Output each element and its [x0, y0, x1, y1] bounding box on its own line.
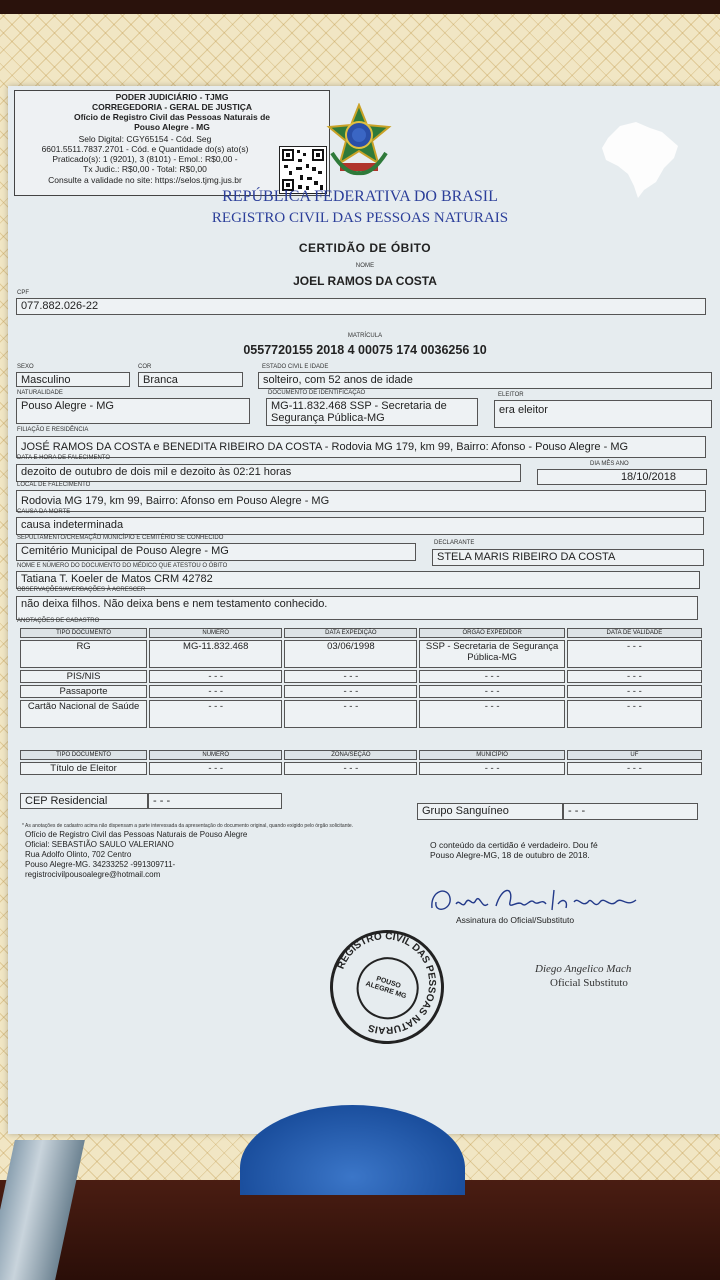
- cell: SSP - Secretaria de Segurança Pública-MG: [419, 640, 564, 668]
- filiacao-field: JOSÉ RAMOS DA COSTA e BENEDITA RIBEIRO DA COSTA - Rodovia MG 179, km 99, Bairro: Afonso - Pouso Alegre - MG: [16, 436, 706, 458]
- registry-title: REGISTRO CIVIL DAS PESSOAS NATURAIS: [211, 210, 509, 226]
- local-field: Rodovia MG 179, km 99, Bairro: Afonso em Pouso Alegre - MG: [16, 490, 706, 512]
- republic-title: REPÚBLICA FEDERATIVA DO BRASIL: [222, 188, 498, 205]
- office-line: Ofício de Registro Civil das Pessoas Naturais de Pouso Alegre: [25, 830, 248, 839]
- causa-label: CAUSA DA MORTE: [17, 509, 71, 515]
- printed-signer-name: Diego Angelico Mach: [535, 963, 632, 975]
- office-line: Pouso Alegre-MG. 34233252 -991309711-: [25, 860, 176, 869]
- table-row: [20, 685, 702, 698]
- sexo-field: Masculino: [16, 372, 130, 387]
- deceased-name: JOEL RAMOS DA COSTA: [293, 274, 437, 288]
- col-header: TIPO DOCUMENTO: [20, 628, 147, 638]
- observacoes-label: OBSERVAÇÕES/AVERBAÇÕES À ACRESCER: [17, 587, 146, 593]
- cell: - - -: [567, 670, 702, 683]
- stamp-inner-text: POUSO ALEGRE MG: [364, 975, 408, 1001]
- col-header: NÚMERO: [149, 628, 282, 638]
- notary-line: Praticado(s): 1 (9201), 3 (8101) - Emol.: R$0,00 -: [52, 154, 238, 164]
- office-line: Oficial: SEBASTIÃO SAULO VALERIANO: [25, 840, 174, 849]
- cell: - - -: [419, 700, 564, 728]
- col-header: UF: [567, 750, 702, 760]
- cell: - - -: [149, 762, 282, 775]
- col-header: MUNICÍPIO: [419, 750, 564, 760]
- doc-id-label: DOCUMENTO DE IDENTIFICAÇÃO: [268, 390, 366, 396]
- table-row: [20, 670, 702, 683]
- notary-line: Selo Digital: CGY65154 - Cód. Seg: [78, 134, 212, 144]
- falecimento-label: DATA E HORA DE FALECIMENTO: [17, 455, 111, 461]
- sepultamento-field: Cemitério Municipal de Pouso Alegre - MG: [16, 543, 416, 561]
- cell: Título de Eleitor: [20, 762, 147, 775]
- col-header: ÓRGÃO EXPEDIDOR: [419, 628, 564, 638]
- notary-line: 6601.5511.7837.2701 - Cód. e Quantidade do(s) ato(s): [41, 144, 249, 154]
- col-header: NÚMERO: [149, 750, 282, 760]
- date-label: DIA MÊS ANO: [590, 461, 629, 467]
- col-header: DATA DE VALIDADE: [567, 628, 702, 638]
- matricula-label: MATRÍCULA: [347, 333, 383, 339]
- cep-label: CEP Residencial: [20, 793, 148, 809]
- cadastro-footnote: * As anotações de cadastro acima não dispensam a parte interessada da apresentação do documento original, quando exigido pelo órgão solicitante.: [22, 823, 354, 829]
- cell: - - -: [149, 685, 282, 698]
- document-title: CERTIDÃO DE ÓBITO: [298, 241, 432, 255]
- cell: - - -: [419, 685, 564, 698]
- cell: - - -: [149, 700, 282, 728]
- col-header: ZONA/SEÇÃO: [284, 750, 417, 760]
- col-header: DATA EXPEDIÇÃO: [284, 628, 417, 638]
- local-label: LOCAL DE FALECIMENTO: [17, 482, 91, 488]
- estado-civil-label: ESTADO CIVIL E IDADE: [262, 364, 329, 370]
- voter-table: [18, 748, 704, 777]
- doc-id-line1: MG-11.832.468 SSP - Secretaria de: [271, 400, 447, 412]
- notary-line: Tx Judic.: R$0,00 - Total: R$0,00: [83, 164, 207, 174]
- cell: - - -: [284, 762, 417, 775]
- declarante-label: DECLARANTE: [434, 540, 475, 546]
- blood-group-field: - - -: [563, 803, 698, 820]
- documents-table: [18, 626, 704, 730]
- doc-id-line2: Segurança Pública-MG: [271, 412, 385, 424]
- cell: - - -: [284, 670, 417, 683]
- cell: Passaporte: [20, 685, 147, 698]
- notary-line: CORREGEDORIA - GERAL DE JUSTIÇA: [91, 102, 253, 112]
- col-header: TIPO DOCUMENTO: [20, 750, 147, 760]
- cell: RG: [20, 640, 147, 668]
- causa-field: causa indeterminada: [16, 517, 704, 535]
- attest-line: O conteúdo da certidão é verdadeiro. Dou fé: [430, 840, 598, 850]
- observacoes-field: não deixa filhos. Não deixa bens e nem testamento conhecido.: [16, 596, 698, 620]
- table-row: [20, 700, 702, 728]
- cell: 03/06/1998: [284, 640, 417, 668]
- office-line: registrocivilpousoalegre@hotmail.com: [25, 870, 161, 879]
- notary-line: Consulte a validade no site: https://selos.tjmg.jus.br: [48, 175, 242, 185]
- cell: - - -: [149, 670, 282, 683]
- stamp-text: REGISTRO CIVIL DAS PESSOAS NATURAIS: [335, 931, 438, 1036]
- qr-code: [279, 146, 327, 194]
- cpf-field: 077.882.026-22: [16, 298, 706, 315]
- table-row: [20, 762, 702, 775]
- cell: - - -: [567, 640, 702, 668]
- attest-line: Pouso Alegre-MG, 18 de outubro de 2018.: [430, 850, 590, 860]
- name-label: NOME: [355, 263, 375, 269]
- falecimento-field: dezoito de outubro de dois mil e dezoito às 02:21 horas: [16, 464, 521, 482]
- cpf-label: CPF: [17, 290, 29, 296]
- estado-civil-field: solteiro, com 52 anos de idade: [258, 372, 712, 389]
- cor-field: Branca: [138, 372, 243, 387]
- attestation: [430, 840, 598, 860]
- cell: - - -: [419, 762, 564, 775]
- cell: - - -: [284, 685, 417, 698]
- matricula-value: 0557720155 2018 4 00075 174 0036256 10: [243, 343, 487, 357]
- cell: - - -: [567, 685, 702, 698]
- cor-label: COR: [138, 364, 152, 370]
- notary-line: Pouso Alegre - MG: [134, 122, 210, 132]
- cell: - - -: [567, 700, 702, 728]
- office-line: Rua Adolfo Olinto, 702 Centro: [25, 850, 132, 859]
- cep-field: - - -: [148, 793, 282, 809]
- notary-line: PODER JUDICIÁRIO - TJMG: [115, 92, 229, 102]
- medico-label: NOME E NÚMERO DO DOCUMENTO DO MÉDICO QUE ATESTOU O ÓBITO: [17, 563, 228, 569]
- printed-signer-title: Oficial Substituto: [550, 977, 628, 989]
- cell: - - -: [419, 670, 564, 683]
- notary-line: Ofício de Registro Civil das Pessoas Naturais de: [73, 112, 271, 122]
- signature-label: Assinatura do Oficial/Substituto: [456, 915, 575, 925]
- blood-group-label: Grupo Sanguíneo: [417, 803, 563, 820]
- date-field: 18/10/2018: [537, 469, 707, 485]
- naturalidade-field: Pouso Alegre - MG: [16, 398, 250, 424]
- cadastro-label: ANOTAÇÕES DE CADASTRO: [17, 618, 100, 624]
- filiacao-label: FILIAÇÃO E RESIDÊNCIA: [17, 427, 89, 433]
- office-info: [25, 830, 247, 880]
- eleitor-field: era eleitor: [494, 400, 712, 428]
- cell: Cartão Nacional de Saúde: [20, 700, 147, 728]
- eleitor-label: ELEITOR: [498, 392, 524, 398]
- cell: - - -: [284, 700, 417, 728]
- cell: MG-11.832.468: [149, 640, 282, 668]
- naturalidade-label: NATURALIDADE: [17, 390, 63, 396]
- cell: - - -: [567, 762, 702, 775]
- coat-of-arms-icon: [326, 103, 392, 179]
- sepultamento-label: SEPULTAMENTO/CREMAÇÃO MUNICÍPIO E CEMITÉRIO SE CONHECIDO: [17, 535, 224, 541]
- declarante-field: STELA MARIS RIBEIRO DA COSTA: [432, 549, 704, 566]
- table-surface: [0, 1180, 720, 1280]
- sexo-label: SEXO: [17, 364, 34, 370]
- medico-field: Tatiana T. Koeler de Matos CRM 42782: [16, 571, 700, 589]
- cell: PIS/NIS: [20, 670, 147, 683]
- handwritten-signature: [426, 880, 656, 920]
- doc-id-field: [266, 398, 478, 426]
- table-row: [20, 640, 702, 668]
